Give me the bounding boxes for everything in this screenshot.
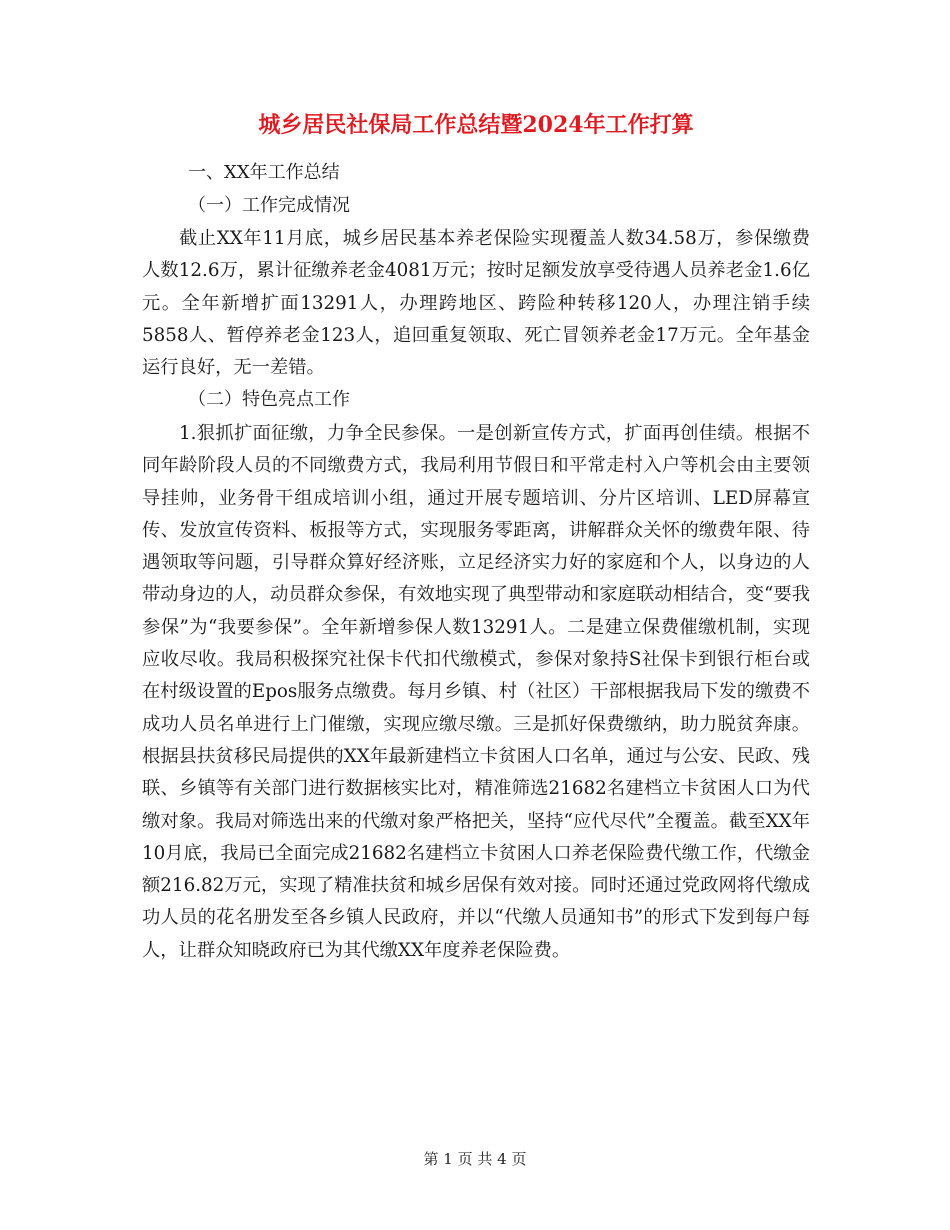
subsection-heading-highlights: （二）特色亮点工作	[188, 389, 350, 410]
subsection-heading-completion: （一）工作完成情况	[188, 195, 350, 216]
paragraph-highlights: 1.狠抓扩面征缴，力争全民参保。一是创新宣传方式，扩面再创佳绩。根据不同年龄阶段人员的不同缴费方式，我局利用节假日和平常走村入户等机会由主要领导挂帅，业务骨干组成培训小组，通过开展专题培训、分片区培训、LED屏幕宣传、发放宣传资料、板报等方式，实现服务零距离，讲解群众关怀的缴费年限、待遇领取等问题，引导群众算好经济账，立足经济实力好的家庭和个人，以身边的人带动身边的人，动员群众参保，有效地实现了典型带动和家庭联动相结合，变“要我参保”为“我要参保”。全年新增参保人数13291人。二是建立保费催缴机制，实现应收尽收。我局积极探究社保卡代扣代缴模式，参保对象持S社保卡到银行柜台或在村级设置的Epos服务点缴费。每月乡镇、村（社区）干部根据我局下发的缴费不成功人员名单进行上门催缴，实现应缴尽缴。三是抓好保费缴纳，助力脱贫奔康。根据县扶贫移民局提供的XX年最新建档立卡贫困人口名单，通过与公安、民政、残联、乡镇等有关部门进行数据核实比对，精准筛选21682名建档立卡贫困人口为代缴对象。我局对筛选出来的代缴对象严格把关，坚持“应代尽代”全覆盖。截至XX年10月底，我局已全面完成21682名建档立卡贫困人口养老保险费代缴工作，代缴金额216.82万元，实现了精准扶贫和城乡居保有效对接。同时还通过党政网将代缴成功人员的花名册发至各乡镇人民政府，并以“代缴人员通知书”的形式下发到每户每人，让群众知晓政府已为其代缴XX年度养老保险费。	[142, 423, 810, 961]
paragraph-completion: 截止XX年11月底，城乡居民基本养老保险实现覆盖人数34.58万，参保缴费人数12.6万，累计征缴养老金4081万元；按时足额发放享受待遇人员养老金1.6亿元。全年新增扩面13291人，办理跨地区、跨险种转移120人，办理注销手续5858人、暂停养老金123人，追回重复领取、死亡冒领养老金17万元。全年基金运行良好，无一差错。	[142, 228, 810, 379]
document-title: 城乡居民社保局工作总结暨2024年工作打算	[258, 112, 694, 138]
document-page	[142, 0, 810, 1230]
section-heading: 一、XX年工作总结	[188, 162, 340, 183]
page-number-footer: 第 1 页 共 4 页	[423, 1150, 527, 1168]
